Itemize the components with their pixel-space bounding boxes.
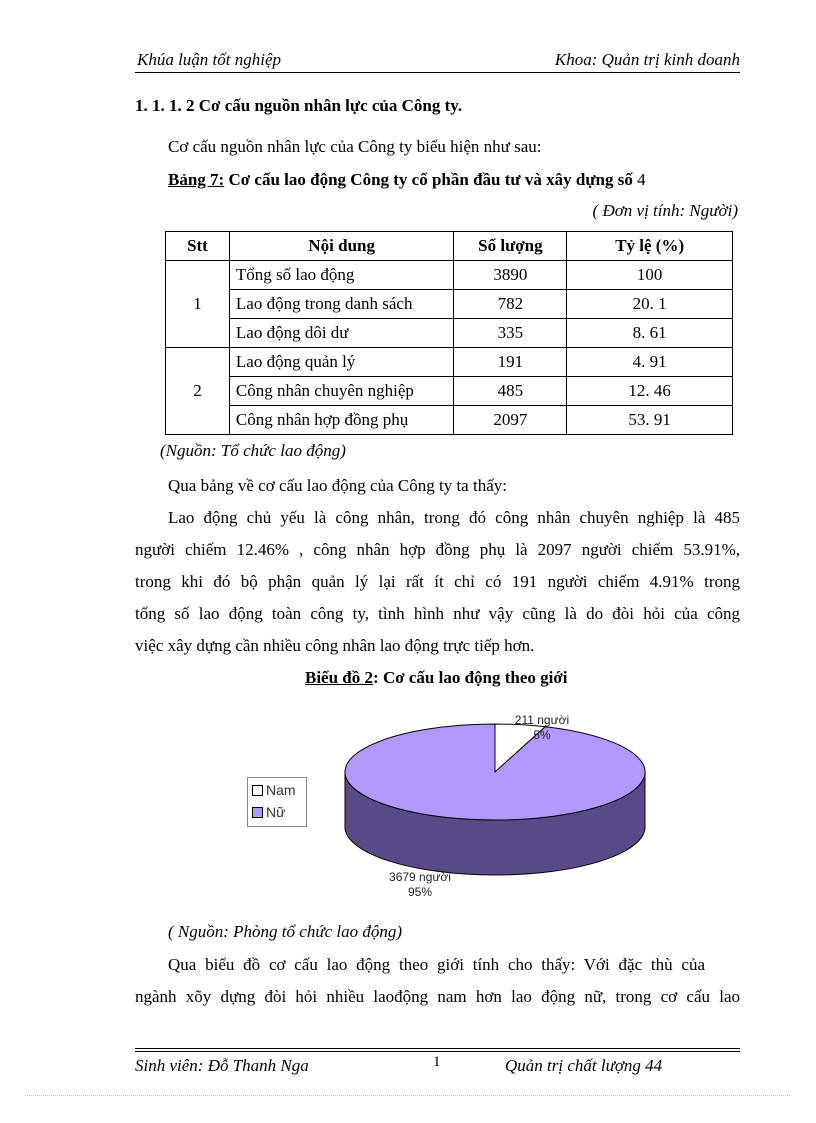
labor-structure-table [165, 231, 733, 435]
footer-student: Sinh viên: Đỗ Thanh Nga [135, 1056, 309, 1075]
table-caption-text: Cơ cấu lao động Công ty cổ phần đầu tư và xây dựng số [224, 170, 638, 189]
cell-content: Lao động dôi dư [229, 319, 454, 348]
table-header-row [166, 232, 733, 261]
cell-content: Lao động trong danh sách [229, 290, 454, 319]
cell-qty: 3890 [454, 261, 567, 290]
chart-caption [305, 668, 568, 688]
paragraph-2-line-4: tổng số lao động toàn công ty, tình hình như vậy cũng là do đòi hỏi của công [135, 604, 740, 623]
table-row [166, 290, 733, 319]
paragraph-2-line-1: Lao động chủ yếu là công nhân, trong đó công nhân chuyên nghiệp là 485 [168, 508, 740, 527]
table-row [166, 377, 733, 406]
table-row [166, 319, 733, 348]
pie-label-nam-count: 211 người [514, 713, 570, 727]
group-stt: 2 [166, 348, 230, 435]
header-left: Khúa luận tốt nghiệp [137, 50, 282, 69]
cell-pct: 20. 1 [567, 290, 733, 319]
legend-swatch-nam [252, 785, 263, 796]
cell-qty: 2097 [454, 406, 567, 435]
intro-text: Cơ cấu nguồn nhân lực của Công ty biểu hiện như sau: [168, 137, 542, 156]
page-footer [135, 1054, 740, 1080]
page-edge-dotline [25, 1095, 790, 1096]
unit-note: ( Đơn vị tính: Người) [592, 201, 738, 220]
cell-qty: 782 [454, 290, 567, 319]
paragraph-2-line-5: việc xây dựng cần nhiều công nhân lao động trực tiếp hơn. [135, 636, 535, 655]
pie-slice-nu [345, 724, 645, 820]
paragraph-1: Qua bảng về cơ cấu lao động của Công ty ta thấy: [168, 476, 507, 495]
table-caption-number: 4 [637, 170, 646, 189]
paragraph-3-line-1: Qua biểu đồ cơ cấu lao động theo giới tính cho thấy: Với đặc thù của [168, 955, 705, 974]
cell-qty: 191 [454, 348, 567, 377]
legend-item-nam [252, 781, 296, 799]
pie-label-nu [370, 870, 470, 900]
header-pct: Tỷ lệ (%) [567, 232, 733, 261]
footer-course: Quản trị chất lượng 44 [505, 1056, 663, 1075]
chart-legend [247, 777, 307, 827]
pie-label-nu-pct: 95% [407, 885, 433, 899]
source-note-1: (Nguồn: Tổ chức lao động) [160, 441, 346, 460]
legend-label-nu: Nữ [266, 804, 286, 820]
header-content: Nội dung [229, 232, 454, 261]
legend-label-nam: Nam [266, 782, 296, 798]
cell-pct: 12. 46 [567, 377, 733, 406]
table-row [166, 406, 733, 435]
chart-caption-label: Biểu đồ 2 [305, 668, 374, 687]
cell-pct: 4. 91 [567, 348, 733, 377]
table-row [166, 261, 733, 290]
header-right: Khoa: Quản trị kinh doanh [554, 50, 740, 69]
footer-rule-1 [135, 1048, 740, 1049]
cell-content: Công nhân hợp đồng phụ [229, 406, 454, 435]
paragraph-3-line-2: ngành xõy dựng đòi hỏi nhiều laođộng nam hơn lao động nữ, trong cơ cấu lao [135, 987, 740, 1006]
source-note-2: ( Nguồn: Phòng tổ chức lao động) [168, 922, 403, 941]
legend-item-nu [252, 803, 285, 821]
cell-qty: 485 [454, 377, 567, 406]
group-stt: 1 [166, 261, 230, 348]
chart-caption-text: : Cơ cấu lao động theo giới [373, 668, 568, 687]
section-title: 1. 1. 1. 2 Cơ cấu nguồn nhân lực của Công ty. [135, 96, 463, 115]
cell-pct: 100 [567, 261, 733, 290]
pie-label-nu-count: 3679 người [389, 870, 451, 884]
table-caption [168, 170, 646, 190]
paragraph-2-line-2: người chiếm 12.46% , công nhân hợp đồng phụ là 2097 người chiếm 53.91%, [135, 540, 740, 559]
pie-label-nam-pct: 5% [533, 728, 551, 742]
table-caption-label: Bảng 7: [168, 170, 225, 189]
paragraph-2-line-3: trong khi đó bộ phận quản lý lại rất ít chỉ có 191 người chiếm 4.91% trong [135, 572, 740, 591]
legend-swatch-nu [252, 807, 263, 818]
cell-content: Công nhân chuyên nghiệp [229, 377, 454, 406]
page-number: 1 [433, 1054, 441, 1070]
pie-label-nam [497, 713, 587, 743]
header-rule [135, 72, 740, 73]
header-qty: Số lượng [454, 232, 567, 261]
cell-qty: 335 [454, 319, 567, 348]
footer-rule-2 [135, 1051, 740, 1052]
cell-content: Lao động quản lý [229, 348, 454, 377]
cell-pct: 53. 91 [567, 406, 733, 435]
cell-pct: 8. 61 [567, 319, 733, 348]
table-row [166, 348, 733, 377]
cell-content: Tổng số lao động [229, 261, 454, 290]
header-stt: Stt [166, 232, 230, 261]
